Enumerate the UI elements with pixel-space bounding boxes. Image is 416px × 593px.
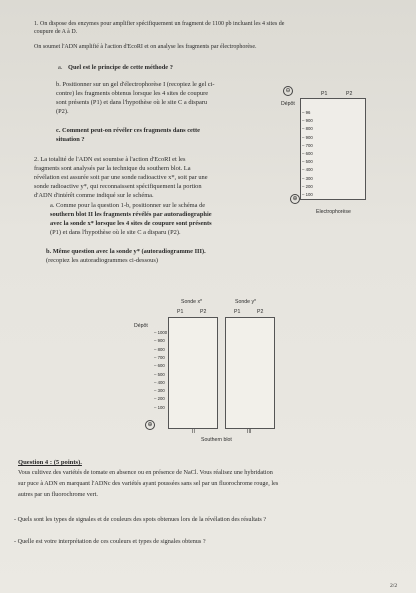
autoradiogram-iii-frame: [225, 317, 275, 429]
scale-tick-600: – 600: [154, 363, 165, 369]
question-2a-line-4: (P1) et dans l'hypothèse où le site C a disparu (P2).: [50, 229, 181, 236]
question-4-line-1: Vous cultivez des variétés de tomate en absence ou en présence de NaCl. Vous réalisez une hybridation: [18, 469, 273, 476]
gel1-depot-label: Dépôt: [281, 101, 295, 107]
autoradiogram-ii-frame: [168, 317, 218, 429]
question-1b-line-3: sont présents (P1) et dans l'hypothèse où le site C a disparu: [56, 99, 208, 106]
roman-ii-label: II: [192, 429, 195, 435]
scale-tick-500: – 500: [154, 371, 165, 377]
question-2-line-1: 2. La totalité de l'ADN est soumise à l'action d'EcoRI et les: [34, 156, 186, 163]
scale-tick-100: – 100: [154, 404, 165, 410]
question-4-line-3: autres par un fluorochrome vert.: [18, 491, 98, 498]
roman-iii-label: III: [247, 429, 252, 435]
sonde-y-label: Sonde y*: [235, 299, 257, 305]
scale-tick-1000: – 1000: [154, 330, 168, 335]
question-1b-line-2: contre) les fragments obtenus lorsque les 4 sites de coupure: [56, 90, 209, 97]
gel1-p1-label: P1: [321, 91, 328, 97]
question-1c-line-1: c. Comment peut-on révéler ces fragments dans cette: [56, 127, 200, 134]
scale-tick-900: – 900: [302, 134, 313, 140]
gel2-depot-label: Dépôt: [134, 323, 148, 329]
gel2-p2-label: P2: [200, 309, 207, 315]
scale-tick-400: – 400: [302, 167, 313, 173]
scale-tick-800: – 800: [302, 126, 313, 132]
gel2-p1-label: P1: [177, 309, 184, 315]
question-2-line-4: sonde radioactive y*, qui reconnaissent spécifiquement la portion: [34, 183, 202, 190]
question-1b-line-4: (P2).: [56, 108, 69, 115]
question-2-line-2: fragments sont analysés par la technique du southern blot. La: [34, 165, 191, 172]
page-number: 2/2: [390, 583, 398, 589]
question-1a-text: Quel est le principe de cette méthode ?: [68, 64, 173, 71]
question-1-line-2: coupure de A à D.: [34, 29, 78, 35]
scale-tick-400: – 400: [154, 379, 165, 385]
question-2a-line-3: avec la sonde x* lorsque les 4 sites de coupure sont présents: [50, 220, 212, 227]
question-1a-number: a.: [58, 64, 63, 71]
question-4-title: Question 4 : (5 points).: [18, 459, 82, 466]
question-2b-line-2: (recopiez les autoradiogrammes ci-dessous): [46, 257, 158, 264]
question-2a-line-1: a. Comme pour la question 1-b, positionner sur le schéma de: [50, 202, 206, 209]
scale-tick-300: – 300: [154, 388, 165, 394]
question-2-line-5: d'ADN d'intérêt comme indiqué sur le schéma.: [34, 192, 154, 199]
question-2a-line-2: southern blot II les fragments révélés par autoradiographie: [50, 211, 212, 218]
question-4-line-2: sur puce à ADN en marquant l'ADNc des variétés ayant poussées sans sel par un fluorochrome rouge, les: [18, 480, 279, 487]
scale-tick-900: – 900: [302, 118, 313, 124]
scale-tick-700: – 700: [154, 354, 165, 360]
question-2-line-3: révélation est assurée soit par une sonde radioactive x*, soit par une: [34, 174, 208, 181]
question-1c-line-2: situation ?: [56, 136, 85, 143]
minus-electrode-icon: ⊖: [283, 86, 293, 96]
question-1-line-3: On soumet l'ADN amplifié à l'action d'EcoRI et on analyse les fragments par électrophorèse.: [34, 44, 257, 50]
scale-tick-700: – 700: [302, 142, 313, 148]
scale-tick-96: – 96: [302, 110, 311, 115]
gel1-caption: Electrophorèse: [316, 209, 351, 215]
scale-tick-900: – 900: [154, 338, 165, 344]
plus-electrode-icon: ⊕: [290, 194, 300, 204]
scale-tick-800: – 800: [154, 346, 165, 352]
gel3-p1-label: P1: [234, 309, 241, 315]
scale-tick-200: – 200: [154, 396, 165, 402]
question-4-bullet-1: - Quels sont les types de signales et de couleurs des spots obtenues lors de la révélation des résultats ?: [14, 516, 267, 523]
gel3-p2-label: P2: [257, 309, 264, 315]
plus-electrode-icon-2: ⊕: [145, 420, 155, 430]
scale-tick-300: – 300: [302, 175, 313, 181]
question-2b-line-1: b. Même question avec la sonde y* (autoradiogramme III).: [46, 248, 206, 255]
scale-tick-600: – 600: [302, 151, 313, 156]
gel1-p2-label: P2: [346, 91, 353, 97]
sonde-x-label: Sonde x*: [181, 299, 203, 305]
question-1-line-1: 1. On dispose des enzymes pour amplifier spécifiquement un fragment de 1100 pb incluant les 4 sites de: [34, 21, 285, 27]
southern-blot-caption: Southern blot: [201, 437, 232, 443]
question-4-bullet-2: - Quelle est votre interprétation de ces couleurs et types de signales obtenus ?: [14, 538, 206, 545]
question-1b-line-1: b. Positionner sur un gel d'électrophorèse I (recopiez le gel ci-: [56, 81, 215, 88]
scale-tick-500: – 500: [302, 159, 313, 165]
scale-tick-100: – 100: [302, 192, 313, 197]
scale-tick-200: – 200: [302, 183, 313, 189]
